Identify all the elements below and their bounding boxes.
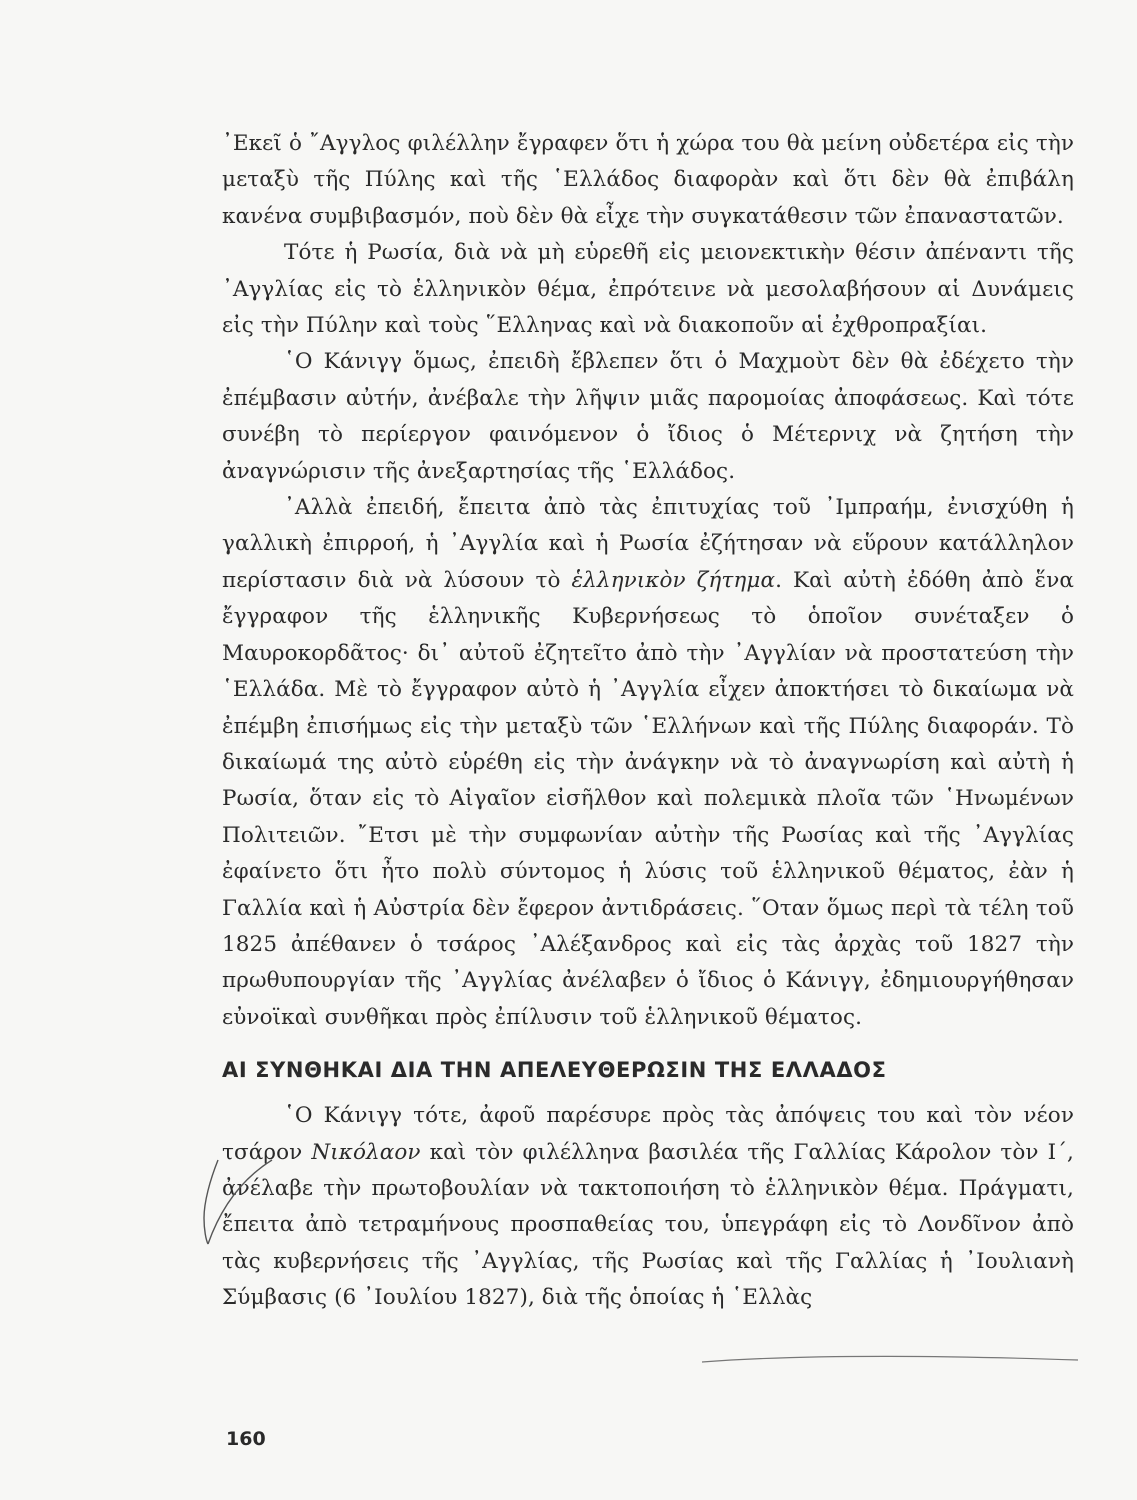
paragraph bbox=[222, 126, 1074, 235]
paragraph bbox=[222, 1098, 1074, 1316]
paragraph bbox=[222, 344, 1074, 490]
section-text bbox=[222, 1098, 1074, 1316]
text-run: ᾿Αλλὰ ἐπειδή, ἔπειτα ἀπὸ τὰς ἐπιτυχίας τοῦ ᾿Ιμπραήμ, ἐνισχύθη ἡ γαλλικὴ ἐπιρροή, ἡ ᾿Αγγλία καὶ ἡ Ρωσία ἐζήτησαν νὰ εὕρουν κατάλληλον περίστασιν διὰ νὰ λύσουν τὸ bbox=[222, 495, 1074, 593]
italic-term: ἑλληνικὸν ζήτημα bbox=[571, 567, 776, 593]
text-run: ῾Ο Κάνιγγ τότε, ἀφοῦ παρέσυρε πρὸς τὰς ἀπόψεις του καὶ τὸν νέον τσάρον bbox=[222, 1103, 1074, 1165]
text-run: ᾿Εκεῖ ὁ ῎Αγγλος φιλέλλην ἔγραφεν ὅτι ἡ χώρα του θὰ μείνη οὐδετέρα εἰς τὴν μεταξὺ τῆς Πύλης καὶ τῆς ῾Ελλάδος διαφορὰν καὶ ὅτι δὲν θὰ ἐπιβάλη κανένα συμβιβασμόν, ποὺ δὲν θὰ εἶχε τὴν συγκατάθεσιν τῶν ἐπαναστατῶν. bbox=[222, 131, 1074, 229]
page-body bbox=[222, 126, 1074, 1317]
paragraph bbox=[222, 235, 1074, 344]
text-run: καὶ τὸν φιλέλληνα βασιλέα τῆς Γαλλίας Κάρολον τὸν Ι΄, ἀνέλαβε τὴν πρωτοβουλίαν νὰ τακτοποιήση τὸ ἑλληνικὸν θέμα. Πράγματι, ἔπειτα ἀπὸ τετραμήνους προσπαθείας του, ὑπεγράφη εἰς τὸ Λονδῖνον ἀπὸ τὰς κυβερνήσεις τῆς ᾿Αγγλίας, τῆς Ρωσίας καὶ τῆς Γαλλίας ἡ ᾿Ιουλιανὴ Σύμβασις (6 ᾿Ιουλίου 1827), διὰ τῆς ὁποίας ἡ ῾Ελλὰς bbox=[222, 1139, 1074, 1311]
text-run: Τότε ἡ Ρωσία, διὰ νὰ μὴ εὑρεθῆ εἰς μειονεκτικὴν θέσιν ἀπέναντι τῆς ᾿Αγγλίας εἰς τὸ ἑλληνικὸν θέμα, ἐπρότεινε νὰ μεσολαβήσουν αἱ Δυνάμεις εἰς τὴν Πύλην καὶ τοὺς ῞Ελληνας καὶ νὰ διακοποῦν αἱ ἐχθροπραξίαι. bbox=[222, 240, 1074, 339]
main-text bbox=[222, 126, 1074, 1036]
pencil-underline bbox=[700, 1352, 1080, 1368]
paragraph bbox=[222, 490, 1074, 1036]
text-run: . Καὶ αὐτὴ ἐδόθη ἀπὸ ἕνα ἔγγραφον τῆς ἑλληνικῆς Κυβερνήσεως τὸ ὁποῖον συνέταξεν ὁ Μαυροκορδᾶτος· δι᾿ αὐτοῦ ἐζητεῖτο ἀπὸ τὴν ᾿Αγγλίαν νὰ προστατεύση τὴν ῾Ελλάδα. Μὲ τὸ ἔγγραφον αὐτὸ ἡ ᾿Αγγλία εἶχεν ἀποκτήσει τὸ δικαίωμα νὰ ἐπέμβη ἐπισήμως εἰς τὴν μεταξὺ τῶν ῾Ελλήνων καὶ τῆς Πύλης διαφοράν. Τὸ δικαίωμά της αὐτὸ εὑρέθη εἰς τὴν ἀνάγκην νὰ τὸ ἀναγνωρίση καὶ αὐτὴ ἡ Ρωσία, ὅταν εἰς τὸ Αἰγαῖον εἰσῆλθον καὶ πολεμικὰ πλοῖα τῶν ῾Ηνωμένων Πολιτειῶν. ῎Ετσι μὲ τὴν συμφωνίαν αὐτὴν τῆς Ρωσίας καὶ τῆς ᾿Αγγλίας ἐφαίνετο ὅτι ἦτο πολὺ σύντομος ἡ λύσις τοῦ ἑλληνικοῦ θέματος, ἐὰν ἡ Γαλλία καὶ ἡ Αὐστρία δὲν ἔφερον ἀντιδράσεις. ῞Οταν ὅμως περὶ τὰ τέλη τοῦ 1825 ἀπέθανεν ὁ τσάρος ᾿Αλέξανδρος καὶ εἰς τὰς ἀρχὰς τοῦ 1827 τὴν πρωθυπουργίαν τῆς ᾿Αγγλίας ἀνέλαβεν ὁ ἴδιος ὁ Κάνιγγ, ἐδημιουργήθησαν εὐνοϊκαὶ συνθῆκαι πρὸς ἐπίλυσιν τοῦ ἑλληνικοῦ θέματος. bbox=[222, 567, 1074, 1030]
italic-term: Νικόλαον bbox=[311, 1139, 421, 1165]
page-number: 160 bbox=[226, 1428, 266, 1450]
section-heading: ΑΙ ΣΥΝΘΗΚΑΙ ΔΙΑ ΤΗΝ ΑΠΕΛΕΥΘΕΡΩΣΙΝ ΤΗΣ ΕΛΛΑΔΟΣ bbox=[222, 1058, 887, 1083]
text-run: ῾Ο Κάνιγγ ὅμως, ἐπειδὴ ἔβλεπεν ὅτι ὁ Μαχμοὺτ δὲν θὰ ἐδέχετο τὴν ἐπέμβασιν αὐτήν, ἀνέβαλε τὴν λῆψιν μιᾶς παρομοίας ἀποφάσεως. Καὶ τότε συνέβη τὸ περίεργον φαινόμενον ὁ ἴδιος ὁ Μέτερνιχ νὰ ζητήση τὴν ἀναγνώρισιν τῆς ἀνεξαρτησίας τῆς ῾Ελλάδος. bbox=[222, 349, 1074, 484]
